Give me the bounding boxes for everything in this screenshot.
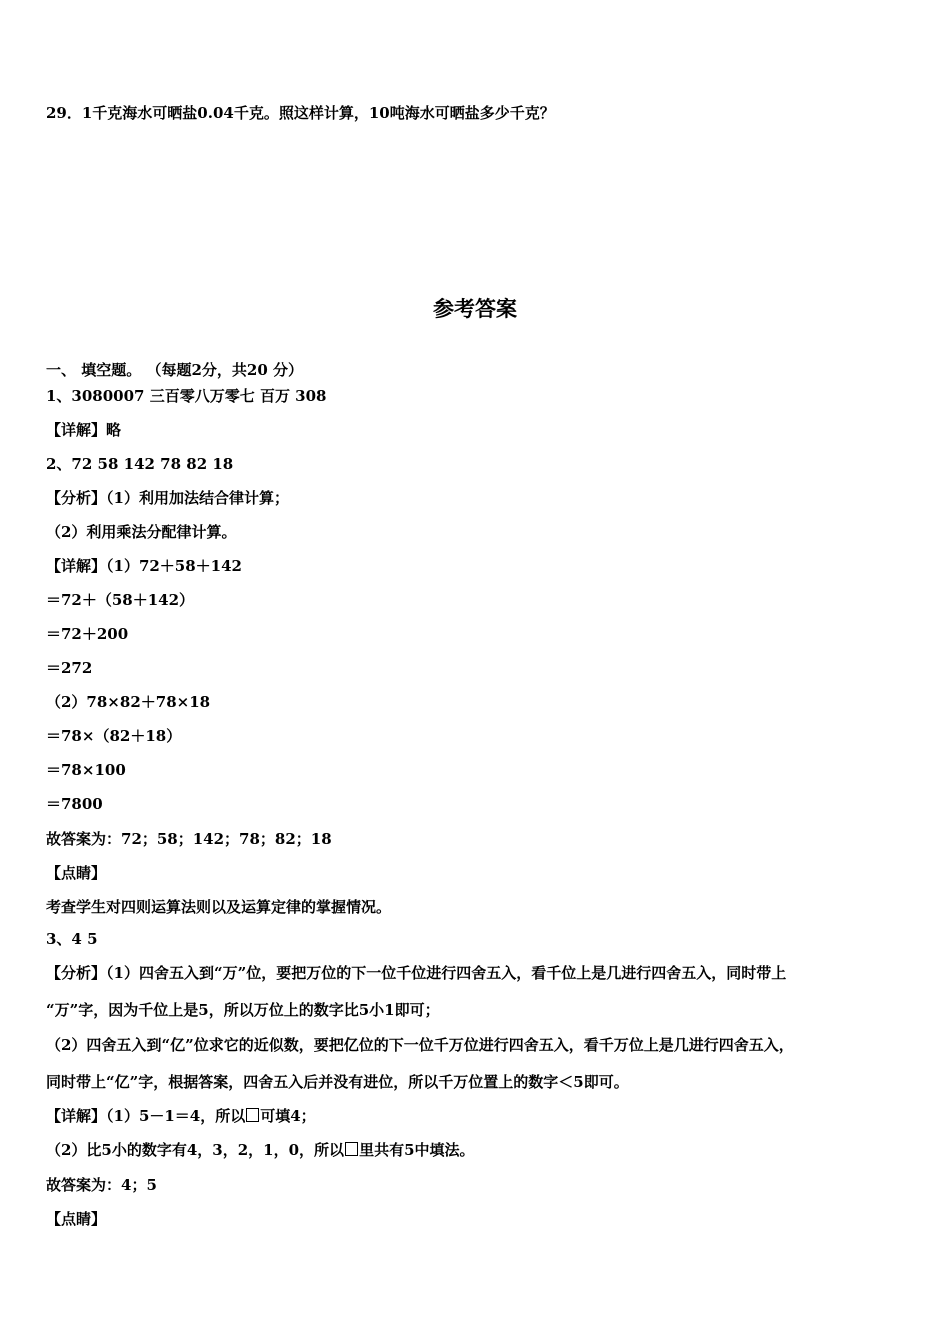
answer-line: 故答案为：72；58；142；78；82；18 — [46, 830, 332, 848]
answer-line: 同时带上“亿”字，根据答案，四舍五入后并没有进位，所以千万位置上的数字＜5即可。 — [46, 1073, 629, 1091]
answer-line: 3、4 5 — [46, 930, 98, 948]
final-note: 【点睛】 — [46, 1210, 107, 1228]
answer-line: 【详解】略 — [46, 421, 122, 439]
answer-line: ＝78×100 — [46, 761, 126, 779]
detail-1-text-b: 可填4； — [260, 1107, 316, 1125]
detail-1-text-a: 【详解】（1）5－1＝4，所以 — [46, 1107, 246, 1125]
section-heading: 一、 填空题。 （每题2分，共20 分） — [46, 361, 303, 379]
detail-2-text-b: 里共有5中填法。 — [359, 1141, 475, 1159]
answer-line: 考查学生对四则运算法则以及运算定律的掌握情况。 — [46, 898, 392, 916]
blank-box-icon — [345, 1142, 358, 1156]
answer-line: 【分析】（1）四舍五入到“万”位，要把万位的下一位千位进行四舍五入，看千位上是几进行四舍五入，同时带上 — [46, 964, 787, 982]
answer-line: 【点睛】 — [46, 864, 107, 882]
answer-line: ＝272 — [46, 659, 93, 677]
answer-line: ＝7800 — [46, 795, 103, 813]
answer-line: 2、72 58 142 78 82 18 — [46, 455, 234, 473]
detail-line-1 — [46, 1106, 910, 1126]
answer-line: ＝78×（82＋18） — [46, 727, 182, 745]
answer-line: （2）利用乘法分配律计算。 — [46, 523, 237, 541]
blank-box-icon — [246, 1108, 259, 1122]
answer-line: 【详解】（1）72＋58＋142 — [46, 557, 242, 575]
answer-line: ＝72＋200 — [46, 625, 129, 643]
answer-line: “万”字，因为千位上是5，所以万位上的数字比5小1即可； — [46, 1001, 440, 1019]
answer-line: 1、3080007 三百零八万零七 百万 308 — [46, 387, 327, 405]
answer-title: 参考答案 — [433, 297, 517, 321]
answer-line: ＝72＋（58＋142） — [46, 591, 195, 609]
answer-line: 【分析】（1）利用加法结合律计算； — [46, 489, 289, 507]
detail-2-text-a: （2）比5小的数字有4，3，2，1，0，所以 — [46, 1141, 345, 1159]
question-29: 29．1千克海水可晒盐0.04千克。照这样计算，10吨海水可晒盐多少千克？ — [46, 104, 555, 122]
final-answer: 故答案为：4；5 — [46, 1176, 157, 1194]
answer-line: （2）78×82＋78×18 — [46, 693, 211, 711]
detail-line-2 — [46, 1140, 910, 1160]
answer-line: （2）四舍五入到“亿”位求它的近似数，要把亿位的下一位千万位进行四舍五入，看千万位上是几进行四舍五入， — [46, 1036, 794, 1054]
